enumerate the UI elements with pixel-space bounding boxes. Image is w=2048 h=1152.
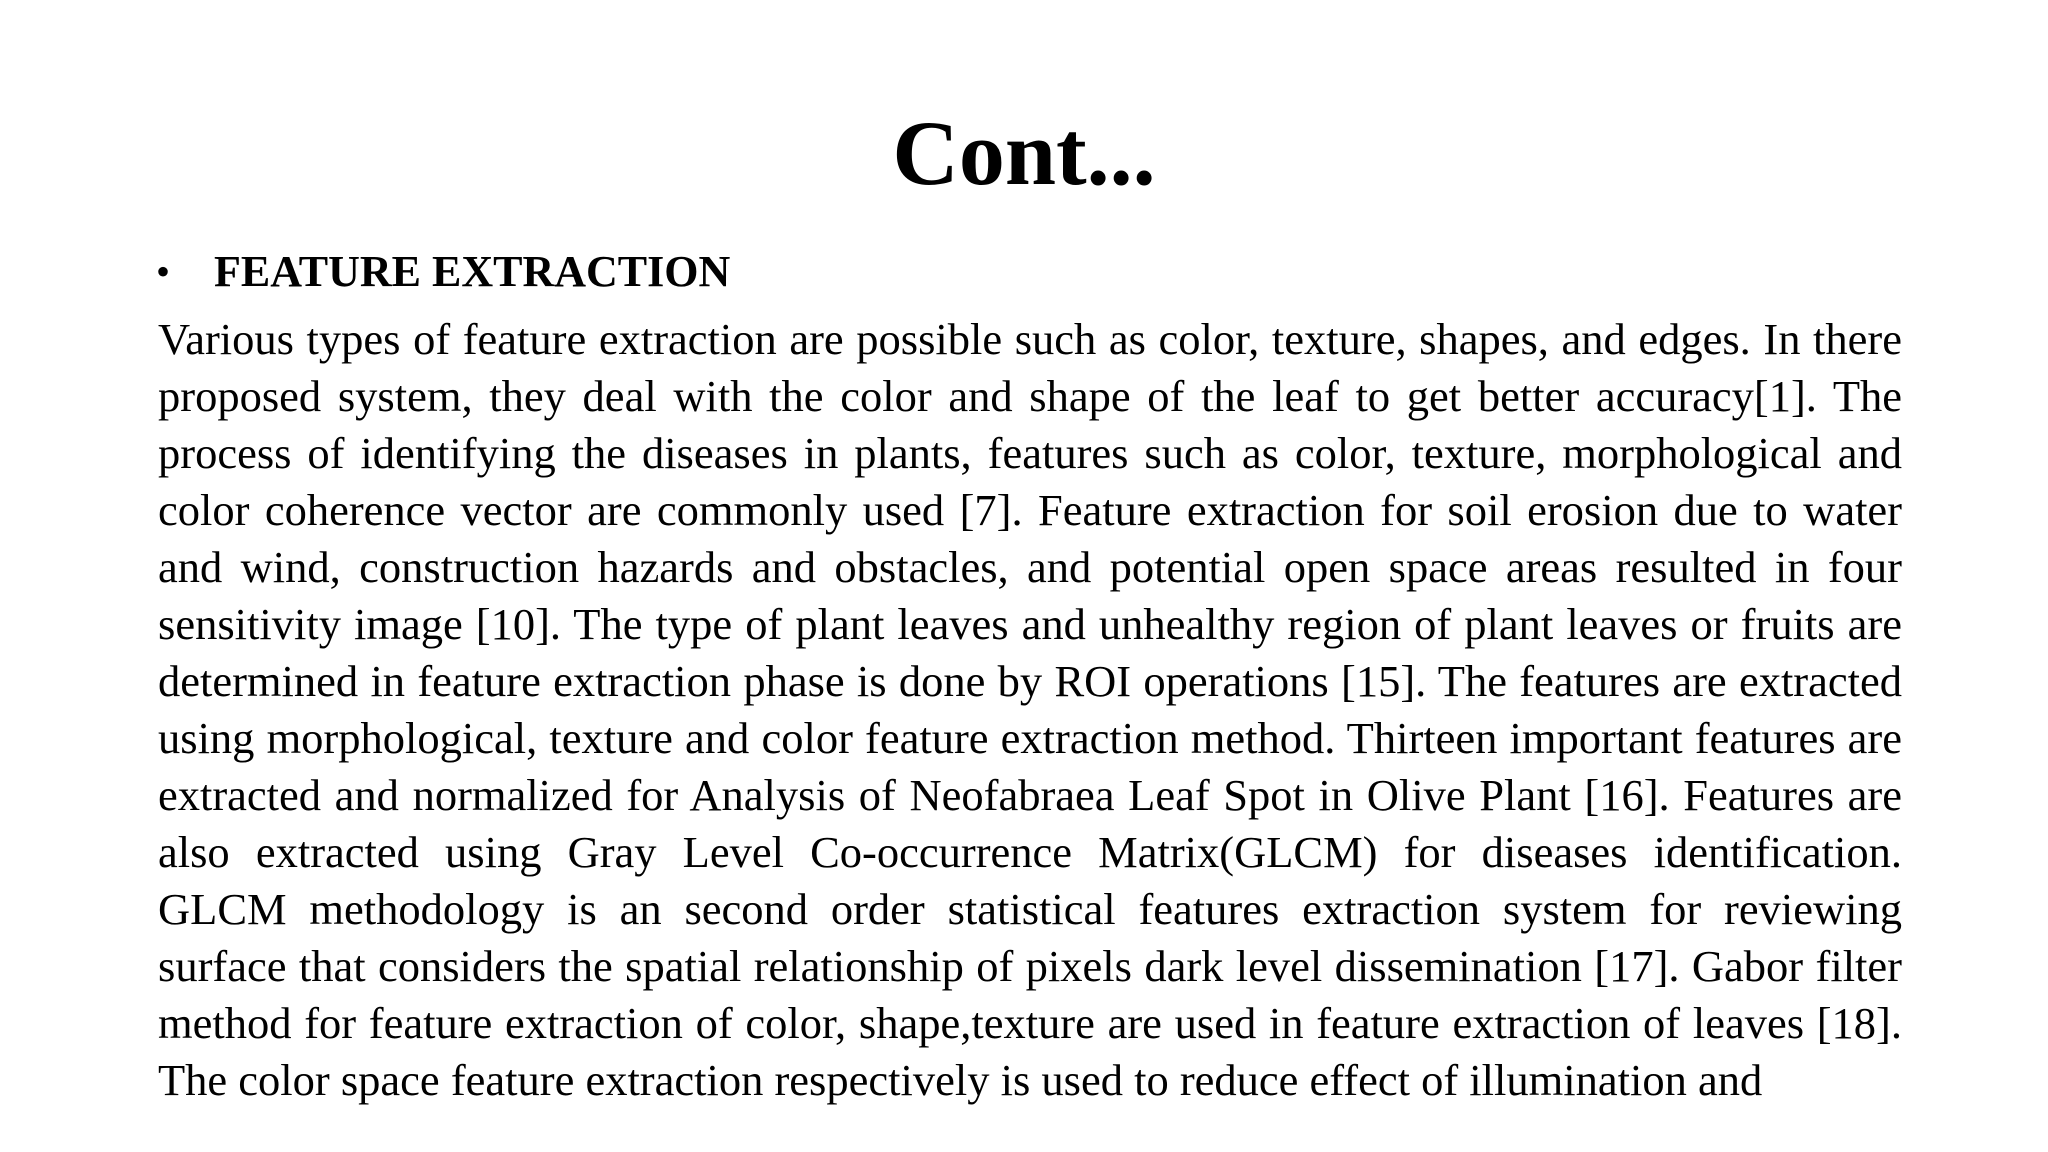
body-paragraph: Various types of feature extraction are possible such as color, texture, shapes, and edges. In there proposed system, they deal with the color and shape of the leaf to get better accuracy[1]. The process of identifying the diseases in plants, features such as color, texture, morphological and color coherence vector are commonly used [7]. Feature extraction for soil erosion due to water and wind, construction hazards and obstacles, and potential open space areas resulted in four sensitivity image [10]. The type of plant leaves and unhealthy region of plant leaves or fruits are determined in feature extraction phase is done by ROI operations [15]. The features are extracted using morphological, texture and color feature extraction method. Thirteen important features are extracted and normalized for Analysis of Neofabraea Leaf Spot in Olive Plant [16]. Features are also extracted using Gray Level Co-occurrence Matrix(GLCM) for diseases identification. GLCM methodology is an second order statistical features extraction system for reviewing surface that considers the spatial relationship of pixels dark level dissemination [17]. Gabor filter method for feature extraction of color, shape,texture are used in feature extraction of leaves [18]. The color space feature extraction respectively is used to reduce effect of illumination and [158,314,1902,1105]
section-heading: FEATURE EXTRACTION [214,247,731,296]
bullet-heading-row [156,244,730,300]
slide-title: Cont... [892,102,1156,204]
bullet-icon: • [156,249,171,294]
